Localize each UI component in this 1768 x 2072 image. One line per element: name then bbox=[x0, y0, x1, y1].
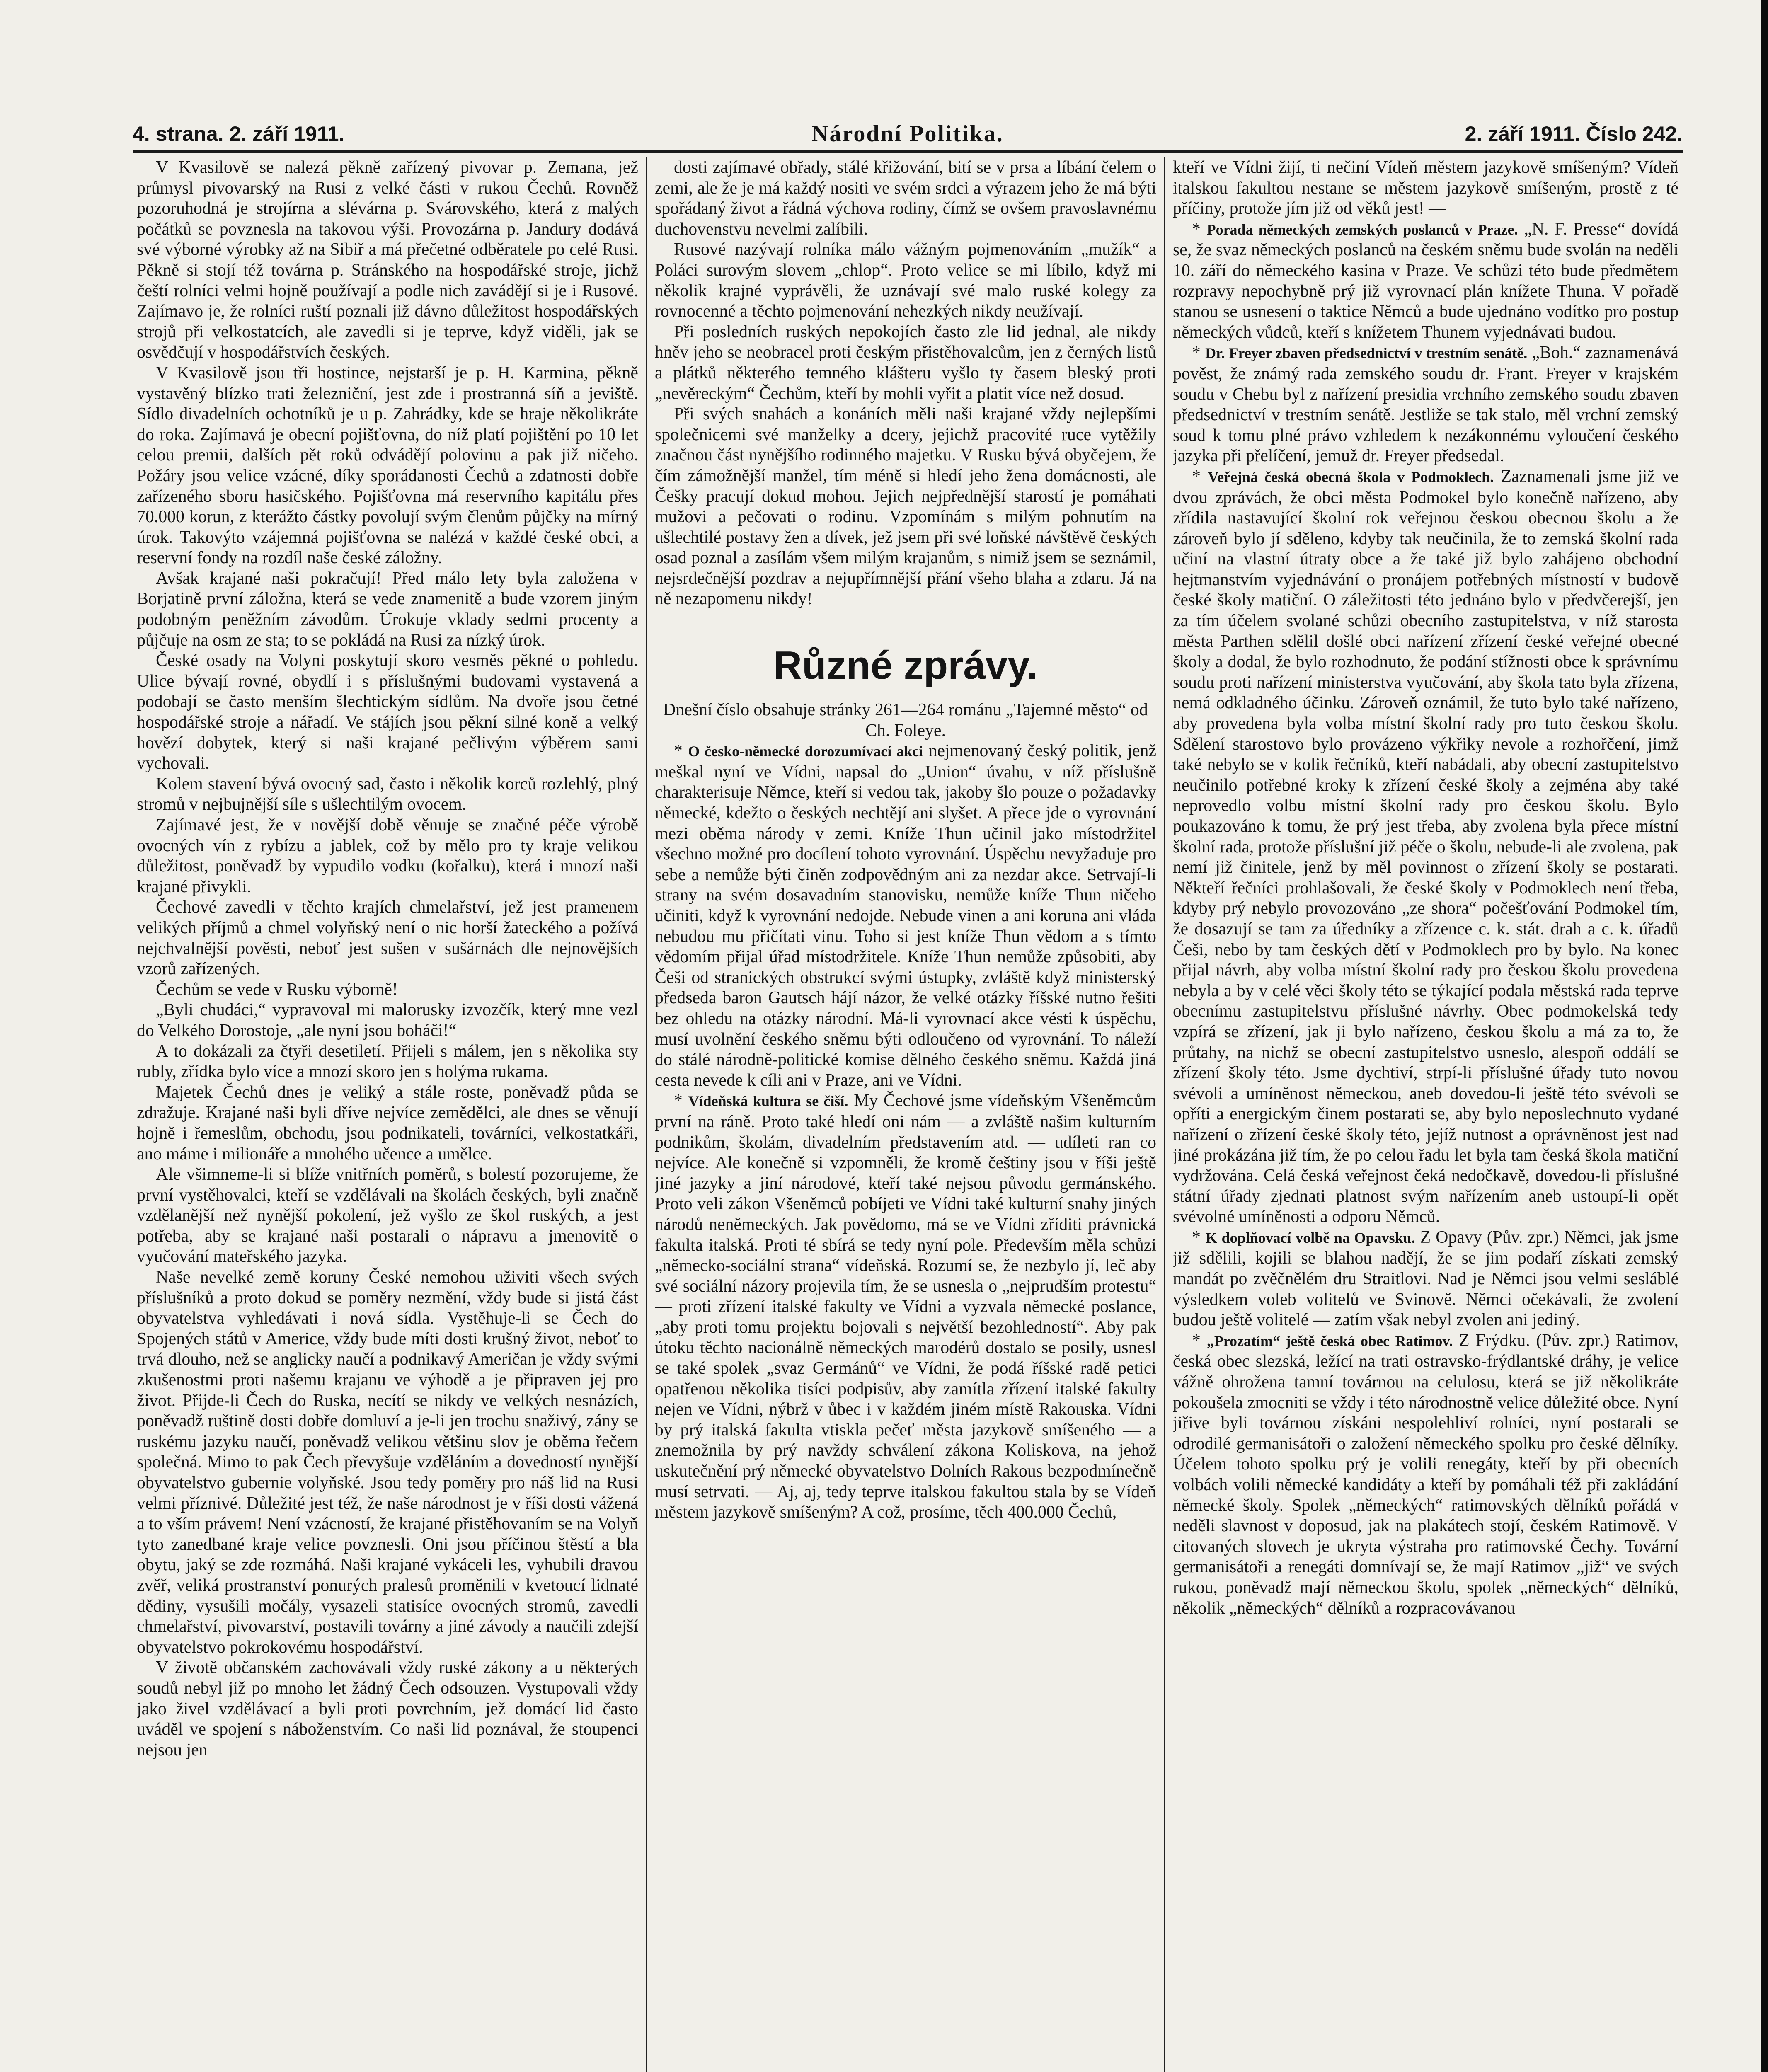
newspaper-title: Národní Politika. bbox=[811, 121, 1004, 147]
header-date-issue: 2. září 1911. Číslo 242. bbox=[1465, 122, 1683, 145]
article-paragraph: A to dokázali za čtyři desetiletí. Přijeli s málem, jen s několika sty rubly, zřídka bylo více a mnozí skoro jen s holýma rukama. bbox=[137, 1041, 638, 1082]
section-heading: Různé zprávy. bbox=[773, 643, 1038, 688]
news-item-heading: Vídeňská kultura se čiší. bbox=[688, 1093, 848, 1110]
article-paragraph: V Kvasilově se nalezá pěkně zařízený pivovar p. Zemana, jež průmysl pivovarský na Rusi z velké části v rukou Čechů. Rovněž pozoruhodná je strojírna a slévárna p. Svárovského, která z malých počátků se povznesla na takovou výši. Provozárna p. Jandury dodává své výborné výrobky až na Sibiř a má přečetné odběratele po celé Rusi. Pěkně si stojí též továrna p. Stránského na hospodářské stroje, jichž čeští rolníci velmi hojně používají a podle nich zavádějí si je i Rusové. Zajímavo je, že rolníci ruští poznali již dávno důležitost hospodářských strojů při velkostatcích, ale zavedli si je teprve, když viděli, jak se osvědčují v hospodářstvích českých. bbox=[137, 158, 638, 362]
column-rule bbox=[646, 157, 647, 2072]
column-left bbox=[137, 157, 638, 2072]
article-paragraph: Naše nevelké země koruny České nemohou uživiti všech svých příslušníků a proto dokud se poměry nezmění, vždy bude si jistá část obyvatelstva vyhledávati i nová sídla. Vystěhuje-li se Čech do Spojených států v Americe, vždy bude míti dosti krušný život, neboť to trvá dlouho, než se anglicky naučí a podnikavý Američan je vždy svými zkušenostmi proti našemu krajanu ve výhodě a je připraven jej pro život. Přijde-li Čech do Ruska, necítí se nikdy ve velkých nesnázích, poněvadž ruštině dosti dobře domluví a je-li jen trochu snaživý, zány se ruskému jazyku naučí, poněvadž velikou většinu slov je oběma řečem společná. Mimo to pak Čech převyšuje vzděláním a dovedností nynější obyvatelstvo gubernie volyňské. Jsou tedy poměry pro náš lid na Rusi velmi příznivé. Důležité jest též, že naše národnost je v říši dosti vážená a to vším právem! Není vzácností, že krajané přistěhovaním se na Volyň tyto zanedbané kraje velice povznesli. Oni jsou příčinou štěstí a bla obytu, jaký se zde rozmáhá. Naši krajané vykáceli les, vyhubili dravou zvěř, veliká prostranství ponurých pralesů proměnili v kvetoucí lidnaté dědiny, vysušili močály, vysazeli statisíce ovocných stromů, zavedli chmelařství, pivovarství, postavili továrny a jiné závody a naučili zdejší obyvatelstvo pokrokovému hospodářství. bbox=[137, 1268, 638, 1657]
news-item-heading: O česko-německé dorozumívací akci bbox=[688, 743, 923, 760]
section-intro: Dnešní číslo obsahuje stránky 261—264 románu „Tajemné město“ od Ch. Foleye. bbox=[663, 700, 1148, 740]
article-paragraph: dosti zajímavé obřady, stálé křižování, bití se v prsa a líbání čelem o zemi, ale že je má každý nositi ve svém srdci a výrazem jeho že má býti spořádaný život a řádná výchova rodiny, čímž se ovšem pravoslavnému duchovenstvu nevelmi zalíbili. bbox=[655, 158, 1156, 239]
scan-edge bbox=[1761, 0, 1768, 2072]
news-item-heading: Veřejná česká obecná škola v Podmoklech. bbox=[1208, 468, 1494, 485]
news-item: * Dr. Freyer zbaven předsednictví v trestním senátě. „Boh.“ zaznamenává pověst, že známý rada zemského soudu dr. Frant. Freyer v krajském soudu v Chebu byl z nařízení presidia vrchního zemského soudu zbaven předsednictví v trestním senátě. Jestliže se tak stalo, měl vrchní zemský soud k tomu plné právo vzhledem k nezákonnému vyloučení českého jazyka při přelíčení, jemuž dr. Freyer předsedal. bbox=[1173, 343, 1678, 466]
news-item-text: Z Opavy (Pův. zpr.) Němci, jak jsme již sdělili, kojili se blahou nadějí, že se jim podaří získati zemský mandát po zvěčnělém dru Straitlovi. Nad je Němci jsou velmi sesláblé výsledkem voleb volitelů ve Svinově. Němci očekávali, že zvolení budou ještě volitelé — zatím však nebyl zvolen ani jediný. bbox=[1173, 1227, 1678, 1330]
news-item-text: „Boh.“ zaznamenává pověst, že známý rada zemského soudu dr. Frant. Freyer v krajském soudu v Chebu byl z nařízení presidia vrchního zemského soudu zbaven předsednictví v trestním senátě. Jestliže se tak stalo, měl vrchní zemský soud k tomu plné právo vzhledem k nezákonnému vyloučení českého jazyka při přelíčení, jemuž dr. Freyer předsedal. bbox=[1173, 343, 1678, 466]
news-item-text: Z Frýdku. (Pův. zpr.) Ratimov, česká obec slezská, ležící na trati ostravsko-frýdlantské dráhy, je velice vážně ohrožena tamní továrnou na celulosu, která se již několikráte pokoušela zmocniti se vždy i této národnostně velice důležité obce. Nyní jiřive byli továrnou získáni nespolehliví rolníci, nyní postarali se odrodilé germanisátoři o založení německého spolku pro české dělníky. Účelem tohoto spolku prý je volili renegáty, kteří by při obecních volbách volili německé kandidáty a kteří by pomáhali též při zakládání německé školy. Spolek „německých“ ratimovských dělníků pořádá v neděli slavnost v doposud, jak na plakátech stojí, českém Ratimově. V citovaných slovech je ukryta výstraha pro ratimovské Čechy. Tovární germanisátoři a renegáti domnívají se, že mají Ratimov „již“ ve svých rukou, poněvadž mají německou školu, spolek „německých“ dělníků, několik „německých“ dělníků a rozpracovávanou bbox=[1173, 1331, 1678, 1618]
column-right bbox=[1173, 157, 1678, 2072]
article-paragraph: Při posledních ruských nepokojích často zle lid jednal, ale nikdy hněv jeho se neobracel proti českým přistěhovalcům, jen z černých listů a plátků některého temného klášteru vyšlo ty časem bleský proti „nevěreckým“ Čechům, kteří by mohli vyřit a platit více než dosud. bbox=[655, 322, 1156, 403]
news-item: * „Prozatím“ ještě česká obec Ratimov. Z Frýdku. (Pův. zpr.) Ratimov, česká obec slezská, ležící na trati ostravsko-frýdlantské dráhy, je velice vážně ohrožena tamní továrnou na celulosu, která se již několikráte pokoušela zmocniti se vždy i této národnostně velice důležité obce. Nyní jiřive byli továrnou získáni nespolehliví rolníci, nyní postarali se odrodilé germanisátoři o založení německého spolku pro české dělníky. Účelem tohoto spolku prý je volili renegáty, kteří by při obecních volbách volili německé kandidáty a kteří by pomáhali též při zakládání německé školy. Spolek „německých“ ratimovských dělníků pořádá v neděli slavnost v doposud, jak na plakátech stojí, českém Ratimově. V citovaných slovech je ukryta výstraha pro ratimovské Čechy. Tovární germanisátoři a renegáti domnívají se, že mají Ratimov „již“ ve svých rukou, poněvadž mají německou školu, spolek „německých“ dělníků, několik „německých“ dělníků a rozpracovávanou bbox=[1173, 1331, 1678, 1618]
news-item-text: My Čechové jsme vídeňským Všeněmcům první na ráně. Proto také hledí oni nám — a zvláště našim kulturním podnikům, školám, divadelním představením atd. — udíleti ran co nejvíce. Ale konečně si vzpomněli, že kromě češtiny jsou v říši ještě jiné jazyky a jiní národové, kteří také nejsou původu germánského. Proto veli zákon Všeněmců pobíjeti ve Vídni také kulturní snahy jiných národů neněmeckých. Jak povědomo, má se ve Vídni zříditi právnická fakulta italská. Proti té sbírá se tedy nyní pole. Především měla schůzi „německo-sociální strana“ vídeňská. Rozumí se, že nezbylo jí, leč aby své sociální názory projevila tím, že se usnesla o „nejprudším protestu“ — proti zřízení italské fakulty ve Vídni a vyzvala německé poslance, „aby proti tomu projektu bojovali s největší bezohledností“. Aby pak útoku těchto nacionálně německých marodérů dostalo se posily, usnesl se také spolek „svaz Germánů“ ve Vídni, že podá říšské radě petici opatřenou několika tisíci podpisův, aby zamítla zřízení italské fakulty nejen ve Vídni, nýbrž v ůbec i v každém jiném místě Rakouska. Vídni by prý italská fakulta vtiskla pečeť města jazykově smíšeného — a znemožnila by prý navždy schválení zákona Koliskova, na jehož uskutečnění prý německé obyvatelstvo Dolních Rakous bezpodmínečně musí setrvati. — Aj, aj, tedy teprve italskou fakultou stala by se Vídeň městem jazykově smíšeným? A což, prosíme, těch 400.000 Čechů, bbox=[655, 1091, 1156, 1522]
news-item: * O česko-německé dorozumívací akci nejmenovaný český politik, jenž meškal nyní ve Vídni, napsal do „Union“ úvahu, v níž příslušně charakterisuje Němce, kteří si vedou tak, jakoby šlo pouze o požadavky německé, kdežto o českých nechtějí ani slyšet. A přece jde o vyrovnání mezi oběma národy v zemi. Kníže Thun učinil jako místodržitel všechno možné pro docílení tohoto vyrovnání. Úspěchu nevyžaduje pro sebe a nemůže býti činěn zodpovědným ani za nezdar akce. Setrvají-li strany na svém dosavadním stanovisku, nemůže kníže Thun ničeho učiniti, když k vyrovnání nedojde. Nebude vinen a ani koruna ani vláda nebudou mu přičítati vinu. Toho si jest kníže Thun vědom a s tímto vědomím přijal úřad místodržitele. Kníže Thun nemůže způsobiti, aby Češi od stranických obstrukcí svými ústupky, zvláště když ministerský předseda baron Gautsch hájí názor, že velké otázky říšské nutno řešiti bez ohledu na otázky národní. Má-li vyrovnací akce vésti k úspěchu, musí uvolnění českého sněmu býti odloučeno od vyrovnání. To náleží do stálé národně-politické komise dělného českého sněmu. Každá jiná cesta nevede k cíli ani v Praze, ani ve Vídni. bbox=[655, 741, 1156, 1090]
page-header bbox=[133, 121, 1683, 147]
column-rule bbox=[1164, 157, 1165, 2072]
header-page-date: 4. strana. 2. září 1911. bbox=[133, 122, 345, 145]
news-item: * Porada německých zemských poslanců v Praze. „N. F. Presse“ dovídá se, že svaz německých poslanců na českém sněmu bude svolán na neděli 10. září do německého kasina v Praze. Ve schůzi této bude předmětem rozpravy nepochybně prý již vyrovnací plán knížete Thuna. V pořadě stanou se usnesení o taktice Němců a bude ujednáno vodítko pro postup německých vůdců, kteří s knížetem Thunem vyjednávati budou. bbox=[1173, 219, 1678, 342]
news-item-text: Zaznamenali jsme již ve dvou zprávách, že obci města Podmokel bylo konečně nařízeno, aby zřídila nastavující školní rok veřejnou českou obecnou školu a že zároveň bylo jí sděleno, kdyby tak neučinila, že to zemská školní rada učiní na vlastní útraty obce a že také již bylo zahájeno obchodní hejtmanstvím vyjednávání o pronájem potřebných místností v budově české školy matiční. O záležitosti této jednáno bylo v předvčerejší, jen za tím účelem svolané schůzi obecního zastupitelstva, v níž starosta města Parthen sdělil došlé obci nařízení zřízení české veřejné obecné školy a dodal, že bylo rozhodnuto, že podání stížnosti obce k správnímu soudu proti nařízení ministerstva vyučování, aby škola tato byla zřízena, nemá odkladného účinku. Zároveň oznámil, že tuto bylo také nařízeno, aby provedena byla volba místní školní rady pro tuto českou školu. Sdělení starostovo bylo provázeno výkřiky nevole a rozhořčení, jimž také nebylo se v kolik řečníků, kteří nabádali, aby obecní zastupitelstvo neučinilo potřebné kroky k zřízení české školy a zejména aby také neprovedlo volbu místní školní rady pro českou školu. Bylo poukazováno k tomu, že prý jest třeba, aby zvolena byla přece místní školní rada, protože příslušní již péče o školu, nebude-li ale zvolena, pak nemí již činitele, jenž by měl povinnost o zřízení školy se postarati. Někteří řečníci prohlašovali, že české školy v Podmoklech není třeba, kdyby prý nebylo provozováno „ze shora“ počešťování Podmokel tím, že dosazují se tam za úředníky a zřízence c. k. stát. drah a c. k. úřadů Češi, nebo by tam českých dětí v Podmoklech pro by bylo. Na konec přijal návrh, aby volba místní školní rady pro českou školu provedena nebyla a by v celé věci školy této se týkající podala městská rada teprve obecnímu zastupitelstvu příslušné návrhy. Obec podmokelská tedy vzpírá se zřízení, jak ji bylo nařízeno, českou školu a má za to, že průtahy, na nichž se obecní zastupitelstvo usneslo, alespoň oddálí se zřízení školy této. Jsme dychtiví, strpí-li příslušné úřady tuto novou svévoli a umíněnost německou, aneb dovedou-li ještě této svévoli se opříti a energickým činem postarati se, aby bylo neposlechnuto vydané nařízení o zřízení české školy této, jejíž nutnost a oprávněnost jest nad jiné prokázána již tím, že po celou řadu let byla tam česká škola matiční vydržována. Celá česká veřejnost čeká nedočkavě, dovedou-li příslušné státní úřady zjednati platnost svým nařízením aneb ustoupí-li opět svévolné umíněnosti a odporu Němců. bbox=[1173, 467, 1678, 1227]
article-paragraph: Avšak krajané naši pokračují! Před málo lety byla založena v Borjatině první záložna, která se vede znamenitě a bude vzorem jiným podobným peněžním závodům. Úrokuje vklady sedmi procenty a půjčuje na osm ze sta; to se pokládá na Rusi za nízký úrok. bbox=[137, 569, 638, 650]
article-paragraph: Zajímavé jest, že v novější době věnuje se značné péče výrobě ovocných vín z rybízu a jablek, což by mělo pro ty kraje velikou důležitost, poněvadž by vypudilo vodku (kořalku), která i mnozí naši krajané přivykli. bbox=[137, 816, 638, 896]
news-item-text: „N. F. Presse“ dovídá se, že svaz německých poslanců na českém sněmu bude svolán na neděli 10. září do německého kasina v Praze. Ve schůzi této bude předmětem rozpravy nepochybně prý již vyrovnací plán knížete Thuna. V pořadě stanou se usnesení o taktice Němců a bude ujednáno vodítko pro postup německých vůdců, kteří s knížetem Thunem vyjednávati budou. bbox=[1173, 219, 1678, 342]
article-paragraph: V Kvasilově jsou tři hostince, nejstarší je p. H. Karmina, pěkně vystavěný blízko trati železniční, jest zde i prostranná síň a jeviště. Sídlo divadelních ochotníků je u p. Zahrádky, kde se hraje několikráte do roka. Zajímavá je obecní pojišťovna, do níž platí pojištění po 10 let celou premii, dalších pět roků odvádějí polovinu a pak již ničeho. Požáry jsou velice vzácné, díky sporádanosti Čechů a zdatnosti dobře zařízeného sboru hasičského. Pojišťovna má reservního kapitálu přes 70.000 korun, z kterážto částky povolují svým členům půjčky na mírný úrok. Takovýto vzájemná pojišťovna se nalézá v každé české obci, a reservní fondy na rozdíl naše české záložny. bbox=[137, 363, 638, 568]
news-item-heading: Porada německých zemských poslanců v Praze. bbox=[1206, 221, 1518, 238]
article-paragraph: V životě občanském zachovávali vždy ruské zákony a u některých soudů nebyl již po mnoho let žádný Čech odsouzen. Vystupovali vždy jako živel vzdělávací a byli proti povrchním, jež domácí lid často uváděl ve spojení s náboženstvím. Co naši lid poznával, že stoupenci nejsou jen bbox=[137, 1658, 638, 1760]
news-item-heading: „Prozatím“ ještě česká obec Ratimov. bbox=[1206, 1332, 1453, 1349]
article-paragraph: Kolem stavení bývá ovocný sad, často i několik korců rozlehlý, plný stromů v nejbujnější síle s ušlechtilým ovocem. bbox=[137, 774, 638, 814]
header-rule bbox=[133, 150, 1683, 153]
article-paragraph: Majetek Čechů dnes je veliký a stále roste, poněvadž půda se zdražuje. Krajané naši byli dříve nejvíce zemědělci, ale dnes se věnují hojně i řemeslům, obchodu, jsou podnikateli, továrníci, velkostatkáři, ano máme i milionáře a mnohého učence a umělce. bbox=[137, 1082, 638, 1164]
article-paragraph: Čechové zavedli v těchto krajích chmelařství, jež jest pramenem velikých příjmů a chmel volyňský není o nic horší žateckého a požívá nejchvalnější pověsti, neboť jest sušen v sušárnách dle nejnovějších vzorů zařízených. bbox=[137, 898, 638, 979]
news-item: * K doplňovací volbě na Opavsku. Z Opavy (Pův. zpr.) Němci, jak jsme již sdělili, kojili se blahou nadějí, že se jim podaří získati zemský mandát po zvěčnělém dru Straitlovi. Nad je Němci jsou velmi sesláblé výsledkem voleb volitelů ve Svinově. Němci očekávali, že zvolení budou ještě volitelé — zatím však nebyl zvolen ani jediný. bbox=[1173, 1227, 1678, 1330]
article-paragraph: „Byli chudáci,“ vypravoval mi malorusky izvozčík, který mne vezl do Velkého Dorostoje, „ale nyní jsou boháči!“ bbox=[137, 1000, 638, 1040]
article-paragraph: Rusové nazývají rolníka málo vážným pojmenováním „mužík“ a Poláci surovým slovem „chlop“. Proto velice se mi líbilo, když mi několik krajné vyprávěli, že uznávají své malo ruské kolegy za rovnocenné a těchto pojmenování nehezkých nikdy neužívají. bbox=[655, 240, 1156, 321]
column-middle bbox=[655, 157, 1156, 2072]
news-item: * Veřejná česká obecná škola v Podmoklech. Zaznamenali jsme již ve dvou zprávách, že obci města Podmokel bylo konečně nařízeno, aby zřídila nastavující školní rok veřejnou českou obecnou školu a že zároveň bylo jí sděleno, kdyby tak neučinila, že to zemská školní rada učiní na vlastní útraty obce a že také již bylo zahájeno obchodní hejtmanstvím vyjednávání o pronájem potřebných místností v budově české školy matiční. O záležitosti této jednáno bylo v předvčerejší, jen za tím účelem svolané schůzi obecního zastupitelstva, v níž starosta města Parthen sdělil došlé obci nařízení zřízení české veřejné obecné školy a dodal, že bylo rozhodnuto, že podání stížnosti obce k správnímu soudu proti nařízení ministerstva vyučování, aby škola tato byla zřízena, nemá odkladného účinku. Zároveň oznámil, že tuto bylo také nařízeno, aby provedena byla volba místní školní rady pro tuto českou školu. Sdělení starostovo bylo provázeno výkřiky nevole a rozhořčení, jimž také nebylo se v kolik řečníků, kteří nabádali, aby obecní zastupitelstvo neučinilo potřebné kroky k zřízení české školy a zejména aby také neprovedlo volbu místní školní rady pro českou školu. Bylo poukazováno k tomu, že prý jest třeba, aby zvolena byla přece místní školní rada, protože příslušní již péče o školu, nebude-li ale zvolena, pak nemí již činitele, jenž by měl povinnost o zřízení školy se postarati. Někteří řečníci prohlašovali, že české školy v Podmoklech není třeba, kdyby prý nebylo provozováno „ze shora“ počešťování Podmokel tím, že dosazují se tam za úředníky a zřízence c. k. stát. drah a c. k. úřadů Češi, nebo by tam českých dětí v Podmoklech pro by bylo. Na konec přijal návrh, aby volba místní školní rady pro českou školu provedena nebyla a by v celé věci školy této se týkající podala městská rada teprve obecnímu zastupitelstvu příslušné návrhy. Obec podmokelská tedy vzpírá se zřízení, jak ji bylo nařízeno, českou školu a má za to, že průtahy, na nichž se obecní zastupitelstvo usneslo, alespoň oddálí se zřízení školy této. Jsme dychtiví, strpí-li příslušné úřady tuto novou svévoli a umíněnost německou, aneb dovedou-li ještě této svévoli se opříti a energickým činem postarati se, aby bylo neposlechnuto vydané nařízení o zřízení české školy této, jejíž nutnost a oprávněnost jest nad jiné prokázána již tím, že po celou řadu let byla tam česká škola matiční vydržována. Celá česká veřejnost čeká nedočkavě, dovedou-li příslušné státní úřady zjednati platnost svým nařízením aneb ustoupí-li opět svévolné umíněnosti a odporu Němců. bbox=[1173, 467, 1678, 1227]
article-paragraph: Při svých snahách a konáních měli naši krajané vždy nejlepšími společnicemi své manželky a dcery, jejichž pracovité ruce vytěžily značnou část nynějšího rodinného majetku. V Rusku bývá obyčejem, že čím zámožnější manžel, tím méně si hledí jeho žena domácnosti, ale Češky pracují dokud mohou. Jejich nejpřednější starostí je pomáhati mužovi a pečovati o rodinu. Vzpomínám s milým pohnutím na ušlechtilé postavy žen a dívek, jež jsem při své loňské návštěvě českých osad poznal a zasílám všem milým krajanům, s nimiž jsem se seznámil, nejsrdečnější pozdrav a nejupřímnější přání všeho blaha a zdaru. Já na ně nezapomenu nikdy! bbox=[655, 404, 1156, 609]
news-item-text: nejmenovaný český politik, jenž meškal nyní ve Vídni, napsal do „Union“ úvahu, v níž příslušně charakterisuje Němce, kteří si vedou tak, jakoby šlo pouze o požadavky německé, kdežto o českých nechtějí ani slyšet. A přece jde o vyrovnání mezi oběma národy v zemi. Kníže Thun učinil jako místodržitel všechno možné pro docílení tohoto vyrovnání. Úspěchu nevyžaduje pro sebe a nemůže býti činěn zodpovědným ani za nezdar akce. Setrvají-li strany na svém dosavadním stanovisku, nemůže kníže Thun ničeho učiniti, když k vyrovnání nedojde. Nebude vinen a ani koruna ani vláda nebudou mu přičítati vinu. Toho si jest kníže Thun vědom a s tímto vědomím přijal úřad místodržitele. Kníže Thun nemůže způsobiti, aby Češi od stranických obstrukcí svými ústupky, zvláště když ministerský předseda baron Gautsch hájí názor, že velké otázky říšské nutno řešiti bez ohledu na otázky národní. Má-li vyrovnací akce vésti k úspěchu, musí uvolnění českého sněmu býti odloučeno od vyrovnání. To náleží do stálé národně-politické komise dělného českého sněmu. Každá jiná cesta nevede k cíli ani v Praze, ani ve Vídni. bbox=[655, 741, 1156, 1090]
article-paragraph: Čechům se vede v Rusku výborně! bbox=[156, 980, 398, 999]
news-item-continuation: kteří ve Vídni žijí, ti nečiní Vídeň městem jazykově smíšeným? Vídeň italskou fakultou nestane se městem jazykově smíšeným, prostě z té příčiny, protože jím již od věků jest! — bbox=[1173, 158, 1678, 218]
news-item: * Vídeňská kultura se čiší. My Čechové jsme vídeňským Všeněmcům první na ráně. Proto také hledí oni nám — a zvláště našim kulturním podnikům, školám, divadelním představením atd. — udíleti ran co nejvíce. Ale konečně si vzpomněli, že kromě češtiny jsou v říši ještě jiné jazyky a jiní národové, kteří také nejsou původu germánského. Proto veli zákon Všeněmců pobíjeti ve Vídni také kulturní snahy jiných národů neněmeckých. Jak povědomo, má se ve Vídni zříditi právnická fakulta italská. Proti té sbírá se tedy nyní pole. Především měla schůzi „německo-sociální strana“ vídeňská. Rozumí se, že nezbylo jí, leč aby své sociální názory projevila tím, že se usnesla o „nejprudším protestu“ — proti zřízení italské fakulty ve Vídni a vyzvala německé poslance, „aby proti tomu projektu bojovali s největší bezohledností“. Aby pak útoku těchto nacionálně německých marodérů dostalo se posily, usnesl se také spolek „svaz Germánů“ ve Vídni, že podá říšské radě petici opatřenou několika tisíci podpisův, aby zamítla zřízení italské fakulty nejen ve Vídni, nýbrž v ůbec i v každém jiném místě Rakouska. Vídni by prý italská fakulta vtiskla pečeť města jazykově smíšeného — a znemožnila by prý navždy schválení zákona Koliskova, na jehož uskutečnění prý německé obyvatelstvo Dolních Rakous bezpodmínečně musí setrvati. — Aj, aj, tedy teprve italskou fakultou stala by se Vídeň městem jazykově smíšeným? A což, prosíme, těch 400.000 Čechů, bbox=[655, 1091, 1156, 1522]
article-paragraph: České osady na Volyni poskytují skoro vesměs pěkné o pohledu. Ulice bývají rovné, obydlí i s příslušnými budovami vystavená a podobají se často menším šlechtickým sídlům. Na dvoře jsou četné hospodářské stroje a nářadí. Ve stájích jsou pěkní silné koně a velký hovězí dobytek, který si naši krajané pečlivým výběrem sami vychovali. bbox=[137, 651, 638, 773]
news-item-heading: Dr. Freyer zbaven předsednictví v trestním senátě. bbox=[1205, 345, 1528, 362]
article-paragraph: Ale všimneme-li si blíže vnitřních poměrů, s bolestí pozorujeme, že první vystěhovalci, kteří se vzdělávali na školách českých, byli značně vzdělanější než nynější pokolení, jež vyšlo ze škol ruských, a jest potřeba, aby se krajané naši postarali o nápravu a jmenovitě o vyučování mateřského jazyka. bbox=[137, 1165, 638, 1266]
news-item-heading: K doplňovací volbě na Opavsku. bbox=[1205, 1229, 1415, 1246]
